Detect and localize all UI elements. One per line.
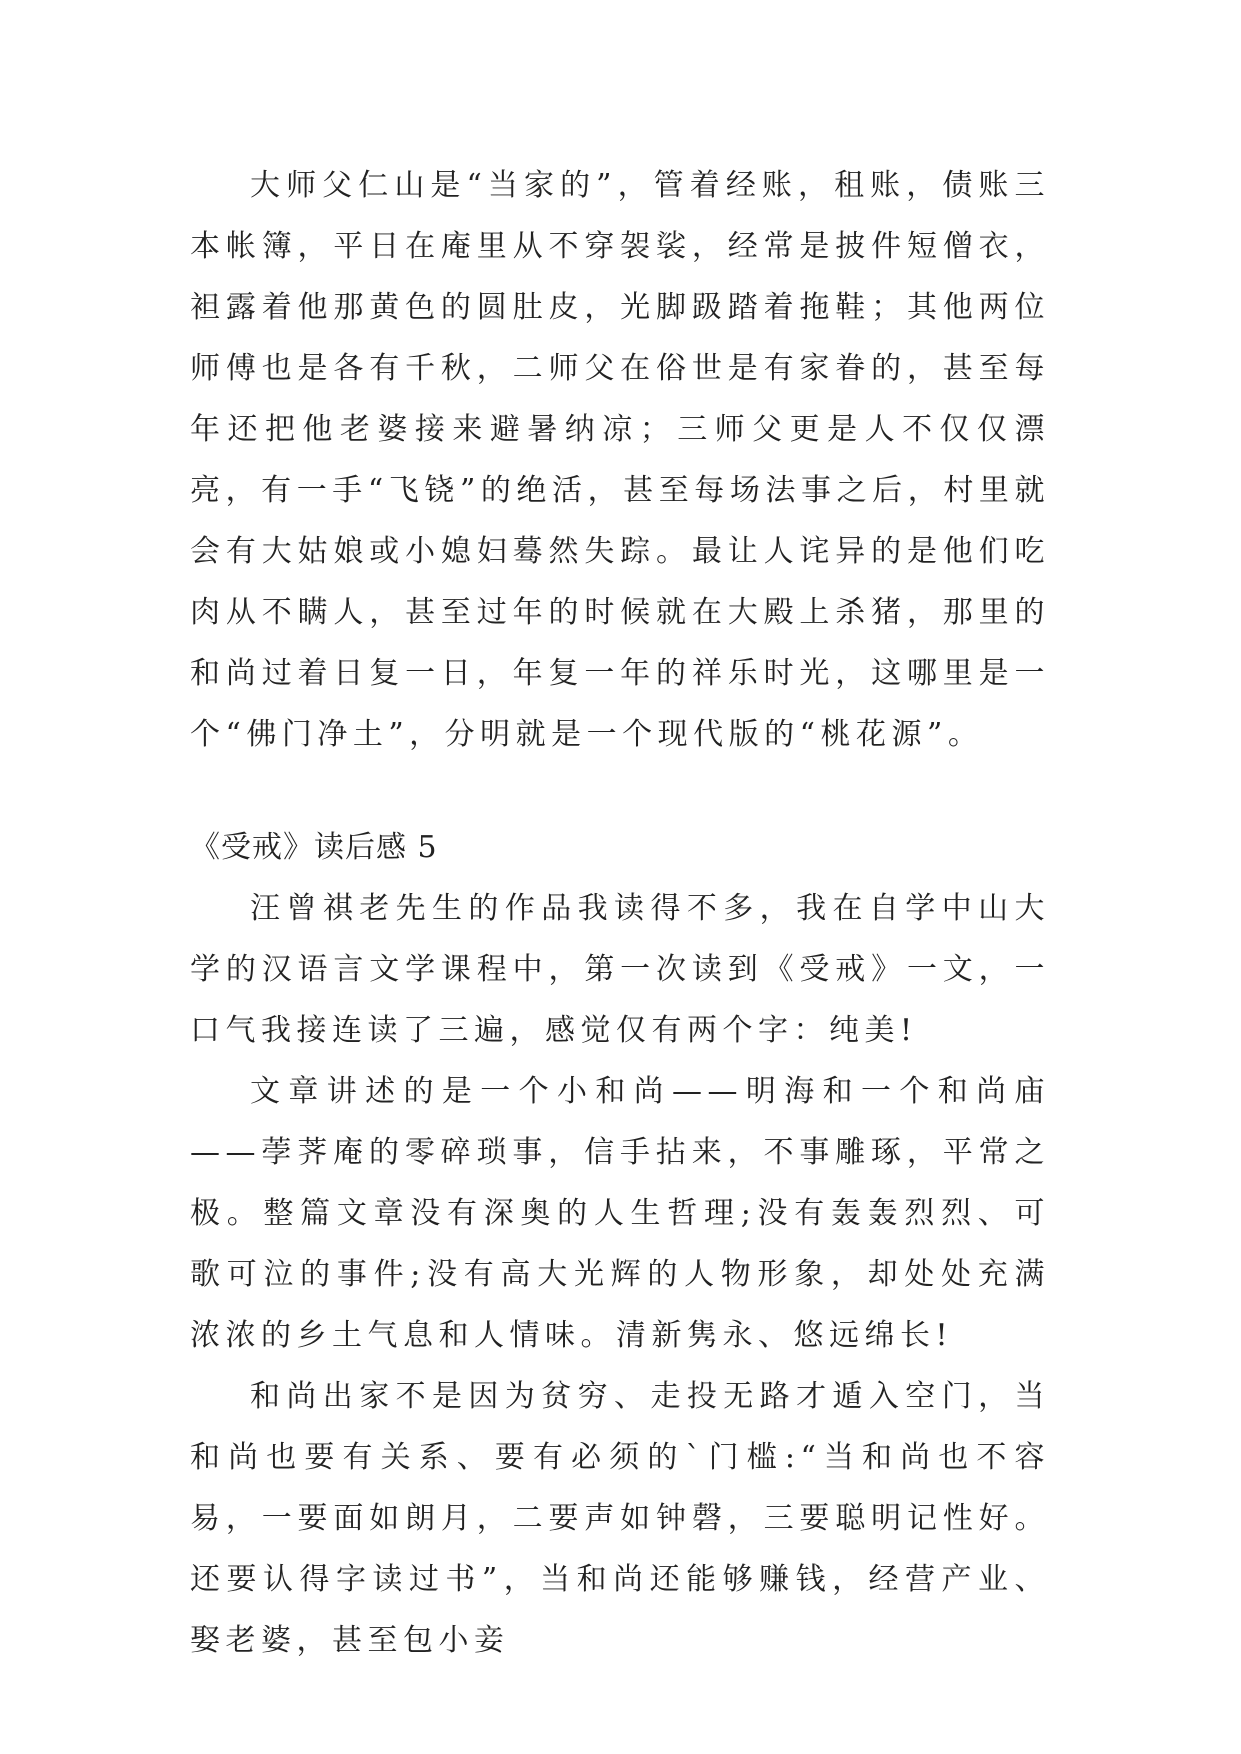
paragraph-story: 文章讲述的是一个小和尚——明海和一个和尚庙——荸荠庵的零碎琐事，信手拈来，不事雕琢，平常之极。整篇文章没有深奥的人生哲理;没有轰轰烈烈、可歌可泣的事件;没有高大光辉的人物形象，却处处充满浓浓的乡土气息和人情味。清新隽永、悠远绵长! xyxy=(190,1074,1050,1353)
section-heading: 《受戒》读后感 5 xyxy=(190,830,438,865)
paragraph-intro: 汪曾祺老先生的作品我读得不多，我在自学中山大学的汉语言文学课程中，第一次读到《受戒》一文，一口气我接连读了三遍，感觉仅有两个字：纯美! xyxy=(190,891,1050,1048)
paragraph-monks: 和尚出家不是因为贫穷、走投无路才遁入空门，当和尚也要有关系、要有必须的`门槛:“当和尚也不容易，一要面如朗月，二要声如钟磬，三要聪明记性好。还要认得字读过书”，当和尚还能够赚钱，经营产业、娶老婆，甚至包小妾 xyxy=(190,1379,1050,1658)
paragraph-masters: 大师父仁山是“当家的”，管着经账，租账，债账三本帐簿，平日在庵里从不穿袈裟，经常是披件短僧衣，袒露着他那黄色的圆肚皮，光脚趿踏着拖鞋；其他两位师傅也是各有千秋，二师父在俗世是有家眷的，甚至每年还把他老婆接来避暑纳凉；三师父更是人不仅仅漂亮，有一手“飞铙”的绝活，甚至每场法事之后，村里就会有大姑娘或小媳妇蓦然失踪。最让人诧异的是他们吃肉从不瞒人，甚至过年的时候就在大殿上杀猪，那里的和尚过着日复一日，年复一年的祥乐时光，这哪里是一个“佛门净土”，分明就是一个现代版的“桃花源”。 xyxy=(190,168,1050,752)
document-body xyxy=(190,155,1050,1671)
